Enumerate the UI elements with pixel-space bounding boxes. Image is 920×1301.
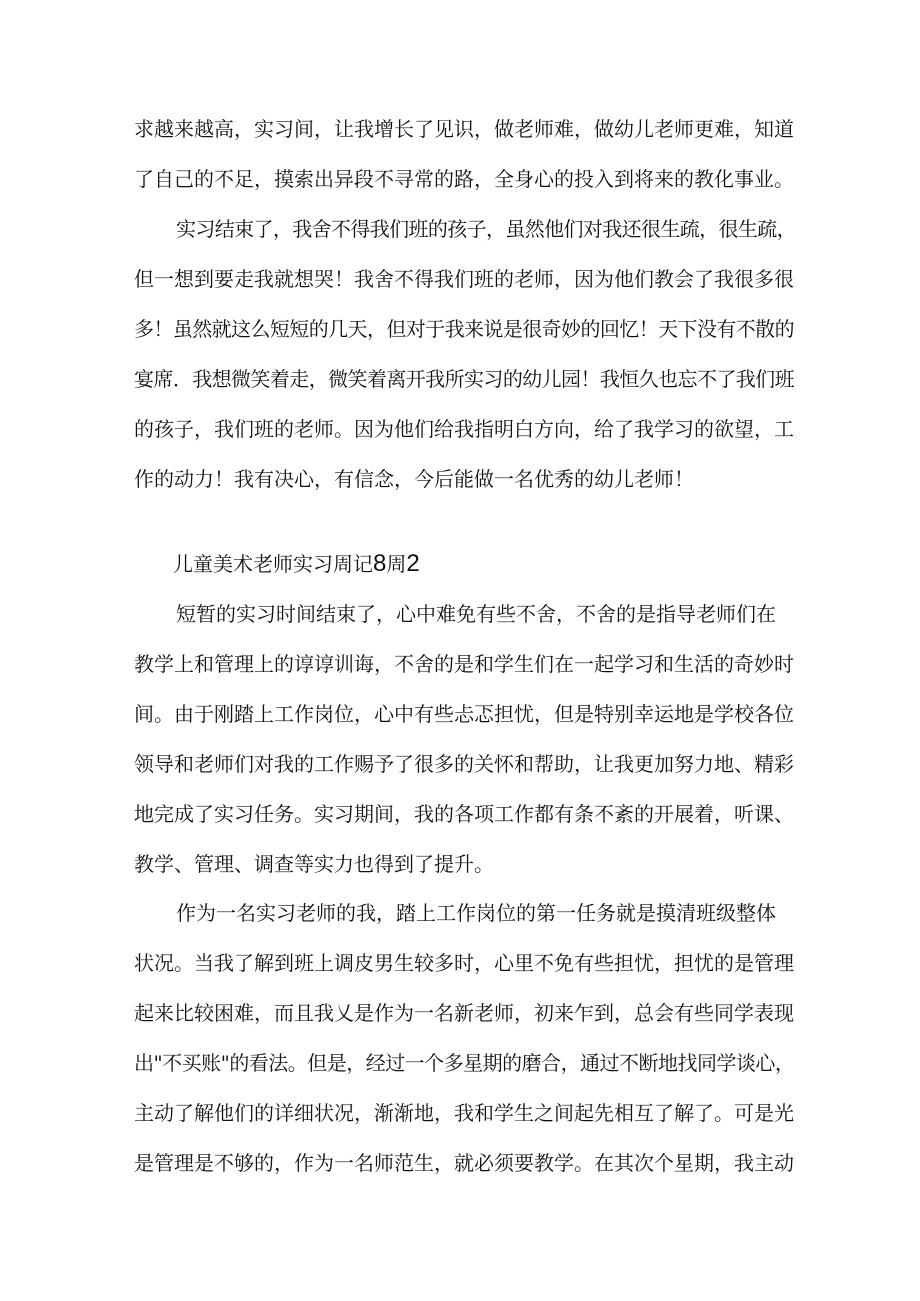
paragraph-3-line-2: 教学上和管理上的谆谆训诲，不舍的是和学生们在一起学习和生活的奇妙时 [134, 652, 794, 676]
heading-text-2: 周 [386, 552, 407, 576]
paragraph-2-line-3: 多！虽然就这么短短的几天，但对于我来说是很奇妙的回忆！天下没有不散的 [134, 317, 794, 341]
section-heading [173, 542, 420, 586]
paragraph-4-line-2: 状况。当我了解到班上调皮男生较多时，心里不免有些担忧，担忧的是管理 [134, 951, 794, 975]
paragraph-2-line-2: 但一想到要走我就想哭！我舍不得我们班的老师，因为他们教会了我很多很 [134, 267, 794, 291]
paragraph-4-line-3: 起来比较困难，而且我乂是作为一名新老师，初来乍到，总会有些同学表现 [134, 1001, 794, 1025]
heading-number-2: 2 [406, 550, 420, 577]
heading-number-1: 8 [373, 550, 387, 577]
paragraph-4-line-4: 出"不买账"的看法。但是，经过一个多星期的磨合，通过不断地找同学谈心， [134, 1051, 795, 1075]
paragraph-3-line-6: 教学、管理、调查等实力也得到了提升。 [134, 852, 494, 876]
heading-text: 儿童美术老师实习周记 [173, 552, 373, 576]
paragraph-2-line-6: 作的动力！我有决心，有信念，今后能做一名优秀的幼儿老师！ [134, 467, 694, 491]
paragraph-1-line-1: 求越来越高，实习间，让我增长了见识，做老师难，做幼儿老师更难，知道 [134, 117, 794, 141]
paragraph-3-line-5: 地完成了实习任务。实习期间，我的各项工作都有条不紊的开展着，听课、 [134, 802, 794, 826]
paragraph-2-line-1: 实习结束了，我舍不得我们班的孩子，虽然他们对我还很生疏，很生疏， [176, 217, 796, 241]
paragraph-2-line-5: 的孩子，我们班的老师。因为他们给我指明白方向，给了我学习的欲望，工 [134, 417, 794, 441]
paragraph-2-line-4: 宴席．我想微笑着走，微笑着离开我所实习的幼儿园！我恒久也忘不了我们班 [134, 367, 794, 391]
paragraph-4-line-6: 是管理是不够的，作为一名师范生，就必须要教学。在其次个星期，我主动 [134, 1151, 794, 1175]
paragraph-3-line-4: 领导和老师们对我的工作赐予了很多的关怀和帮助，让我更加努力地、精彩 [134, 752, 794, 776]
paragraph-1-line-2: 了自己的不足，摸索出异段不寻常的路，全身心的投入到将来的教化事业。 [134, 167, 794, 191]
paragraph-3-line-1: 短暂的实习时间结束了，心中难免有些不舍，不舍的是指导老师们在 [176, 602, 776, 626]
paragraph-3-line-3: 间。由于刚踏上工作岗位，心中有些忐忑担忧，但是特别幸运地是学校各位 [134, 702, 794, 726]
paragraph-4-line-5: 主动了解他们的详细状况，渐渐地，我和学生之间起先相互了解了。可是光 [134, 1101, 794, 1125]
paragraph-4-line-1: 作为一名实习老师的我，踏上工作岗位的第一任务就是摸清班级整体 [176, 901, 776, 925]
